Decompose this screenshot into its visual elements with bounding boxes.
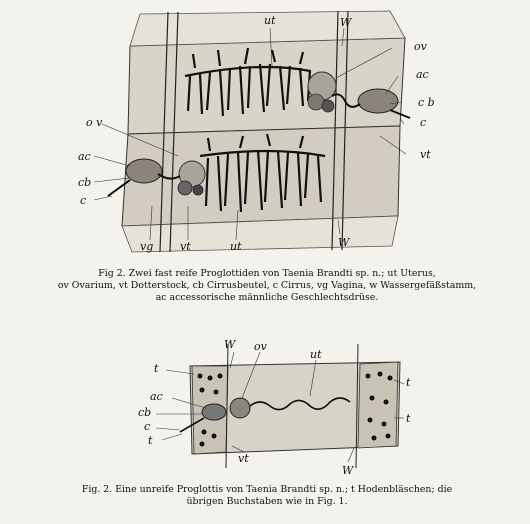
caption-2-line-1: Fig. 2. Eine unreife Proglottis von Taenia Brandti sp. n.; t Hodenbläschen; die bbox=[81, 484, 453, 495]
ovary-lower bbox=[178, 161, 205, 195]
label-c: c bbox=[144, 420, 151, 433]
caption-1-line-2: ov Ovarium, vt Dotterstock, cb Cirrusbeutel, c Cirrus, vg Vagina, w Wassergefäßstamm, bbox=[57, 280, 477, 291]
label-W-bottom: W bbox=[342, 464, 354, 476]
figure-2-illustration bbox=[110, 336, 420, 476]
label-W-top: W bbox=[340, 16, 352, 29]
label-ac-right: ac bbox=[416, 68, 429, 81]
figure-2-drawing bbox=[110, 336, 420, 476]
label-cb-right: c b bbox=[418, 96, 435, 109]
label-vt-right: vt bbox=[420, 148, 431, 161]
caption-1-line-3: ac accessorische männliche Geschlechtsdrüse. bbox=[155, 292, 379, 303]
label-ov: ov bbox=[254, 340, 267, 353]
caption-1-line-1: Fig 2. Zwei fast reife Proglottiden von Taenia Brandti sp. n.; ut Uterus, bbox=[98, 268, 436, 279]
label-ac-left: ac bbox=[78, 150, 91, 163]
label-ov-right: ov bbox=[414, 40, 427, 53]
label-vg-bottom: vg bbox=[140, 240, 154, 253]
label-cb: cb bbox=[138, 406, 152, 419]
caption-2-line-2: übrigen Buchstaben wie in Fig. 1. bbox=[186, 496, 348, 507]
label-W-bottom: W bbox=[338, 236, 350, 249]
label-t-right-top: t bbox=[406, 376, 411, 389]
label-t-left-top: t bbox=[154, 362, 159, 375]
label-ac: ac bbox=[150, 390, 163, 403]
figure-1-caption bbox=[14, 268, 520, 304]
label-cb-left: cb bbox=[78, 176, 92, 189]
label-ov-left: o v bbox=[86, 116, 103, 129]
label-ut-bottom: ut bbox=[230, 240, 242, 253]
label-ut: ut bbox=[310, 348, 322, 361]
figure-1-illustration bbox=[60, 6, 470, 256]
figure-1-drawing bbox=[60, 6, 470, 256]
label-vt-bottom: vt bbox=[180, 240, 191, 253]
ovary bbox=[230, 398, 250, 418]
cirrus-sac bbox=[202, 404, 226, 420]
label-W-top: W bbox=[224, 338, 236, 351]
label-c-right: c bbox=[420, 116, 427, 129]
proglottid-upper bbox=[128, 38, 405, 134]
ovary-upper bbox=[308, 72, 336, 112]
label-vt: vt bbox=[238, 452, 249, 465]
label-ut-top: ut bbox=[264, 14, 276, 27]
label-t-left-bottom: t bbox=[148, 434, 153, 447]
label-t-right-mid: t bbox=[406, 412, 411, 425]
label-c-left: c bbox=[80, 194, 87, 207]
figure-2-caption bbox=[14, 484, 520, 508]
